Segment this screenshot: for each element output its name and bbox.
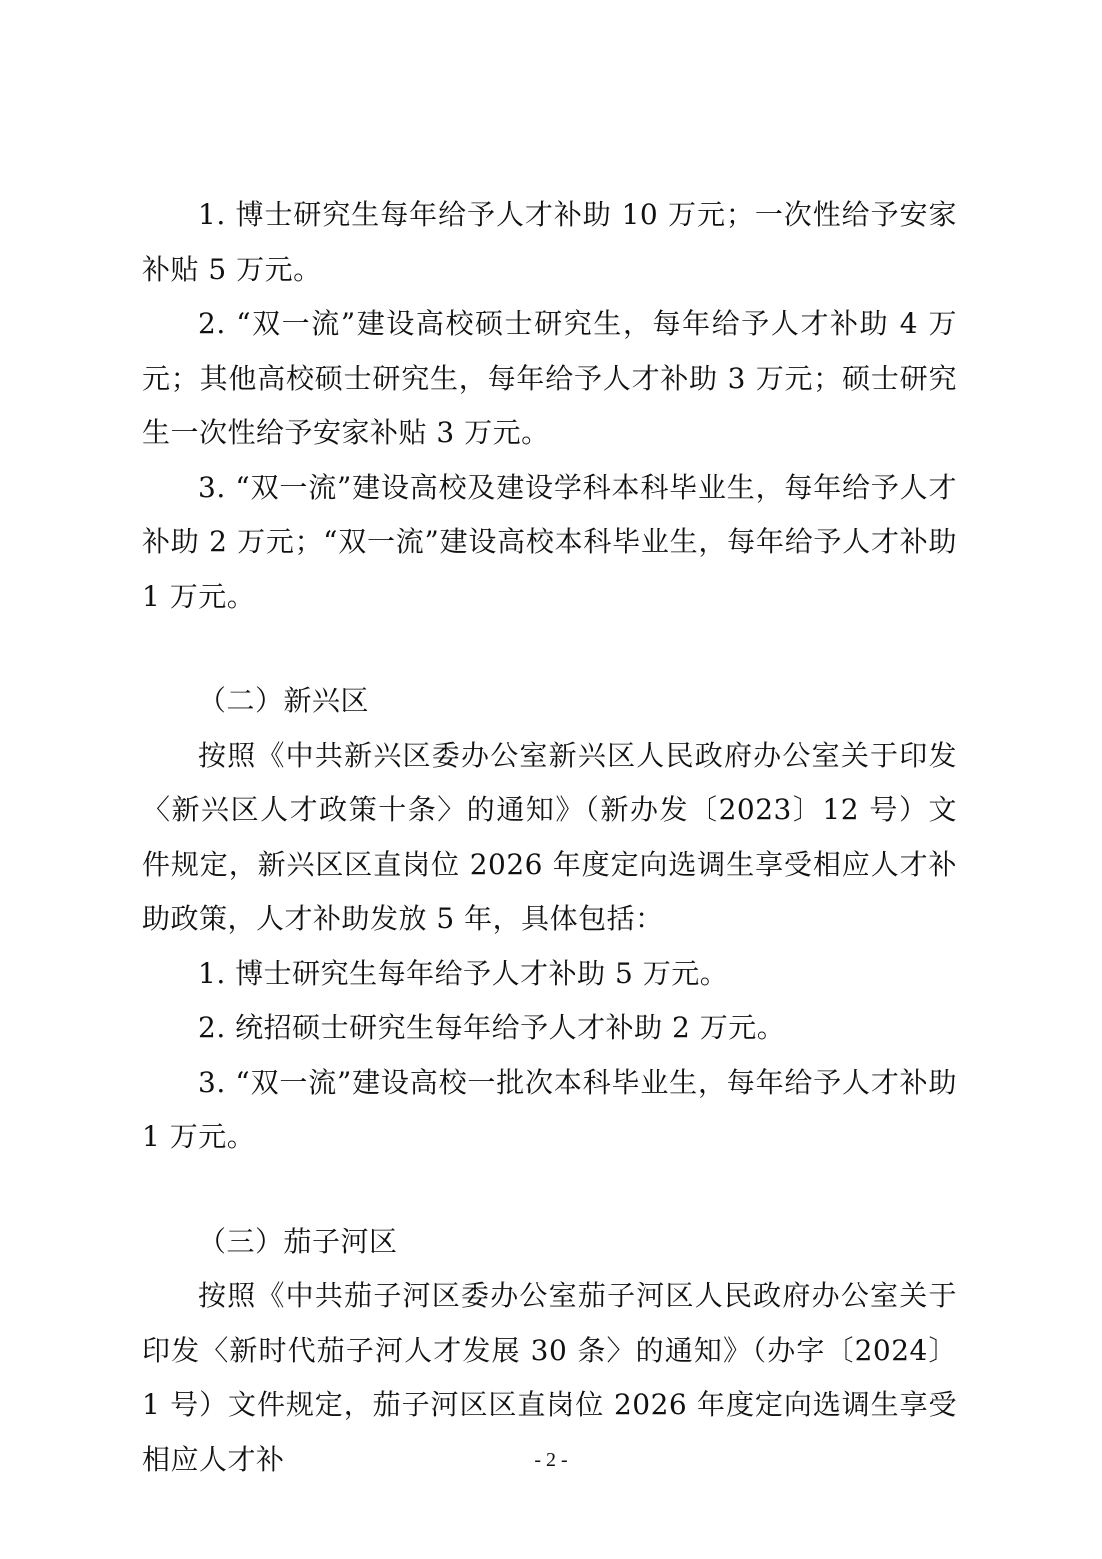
section1-item-1: 1. 博士研究生每年给予人才补助 10 万元；一次性给予安家补贴 5 万元。: [142, 198, 957, 286]
section2-item-1: 1. 博士研究生每年给予人才补助 5 万元。: [198, 956, 729, 990]
section1-item-3: 3. “双一流”建设高校及建设学科本科毕业生，每年给予人才补助 2 万元；“双一流”建设高校本科毕业生，每年给予人才补助 1 万元。: [142, 470, 957, 613]
section2-item-3: 3. “双一流”建设高校一批次本科毕业生，每年给予人才补助 1 万元。: [142, 1065, 957, 1153]
section3-intro: 按照《中共茄子河区委办公室茄子河区人民政府办公室关于印发〈新时代茄子河人才发展 30 条〉的通知》（办字〔2024〕1 号）文件规定，茄子河区区直岗位 2026 年度定向选调生享受相应人才补: [142, 1279, 957, 1476]
section3-heading: （三）茄子河区: [198, 1224, 398, 1258]
section2-item-2: 2. 统招硕士研究生每年给予人才补助 2 万元。: [198, 1011, 786, 1044]
section-spacer: [142, 1165, 957, 1215]
section1-item-2: 2. “双一流”建设高校硕士研究生，每年给予人才补助 4 万元；其他高校硕士研究生，每年给予人才补助 3 万元；硕士研究生一次性给予安家补贴 3 万元。: [142, 307, 957, 449]
page-number: - 2 -: [534, 1449, 568, 1471]
document-body: [142, 188, 957, 1487]
section-spacer: [142, 624, 957, 674]
section2-intro: 按照《中共新兴区委办公室新兴区人民政府办公室关于印发〈新兴区人才政策十条〉的通知》（新办发〔2023〕12 号）文件规定，新兴区区直岗位 2026 年度定向选调生享受相应人才补助政策，人才补助发放 5 年，具体包括：: [142, 738, 957, 935]
section2-heading: （二）新兴区: [198, 684, 370, 717]
